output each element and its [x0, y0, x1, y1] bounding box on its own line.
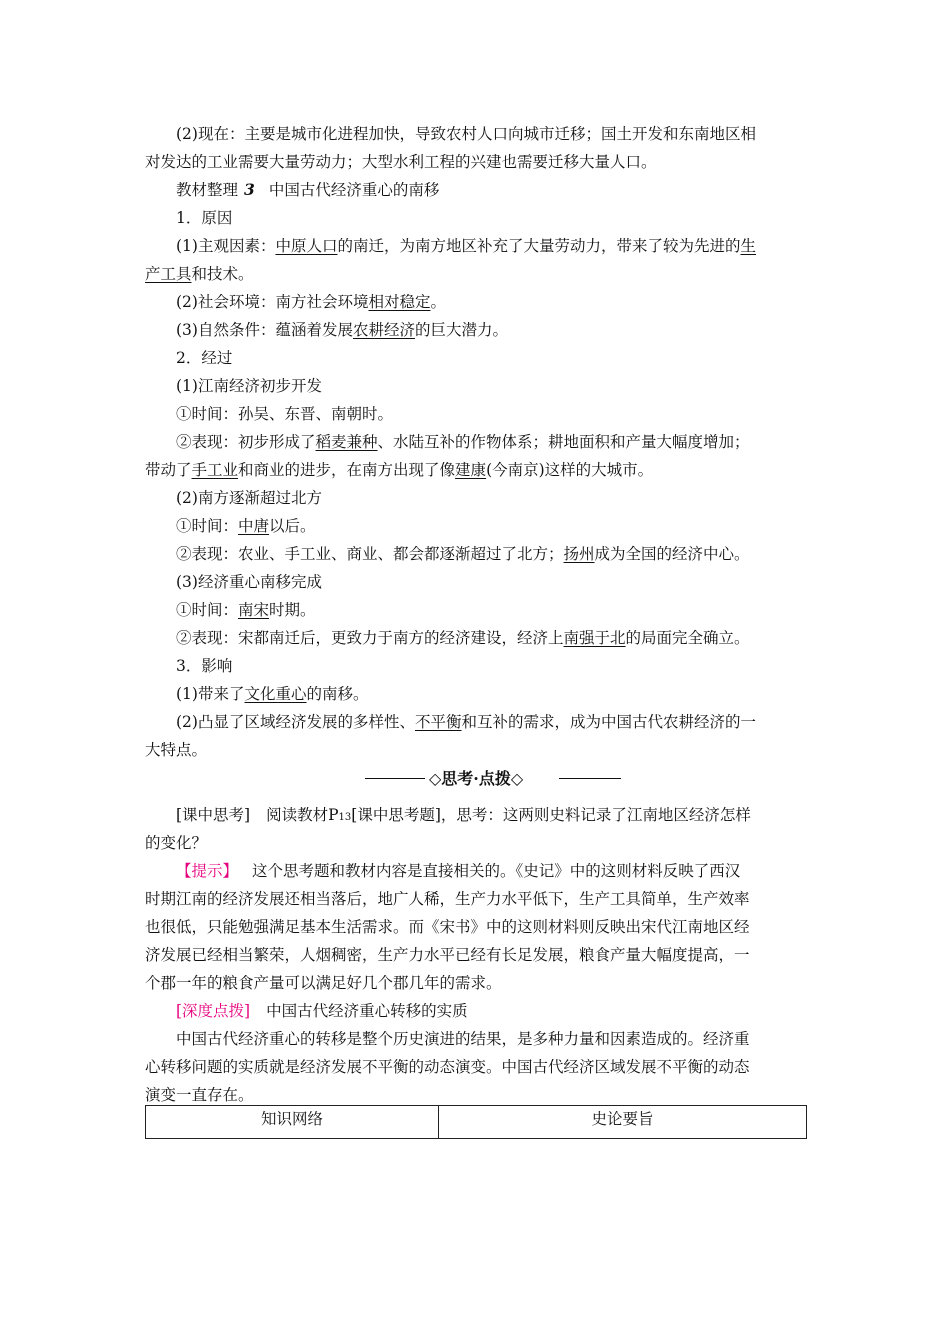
text: 以后。 [269, 517, 316, 535]
blank-answer: 农耕经济 [352, 321, 415, 339]
process-b-heading: (2)南方逐渐超过北方 [176, 489, 322, 507]
process-a-show2 [145, 460, 653, 480]
section-name: 中国古代经济重心的南移 [268, 181, 440, 199]
hint-line3: 也很低，只能勉强满足基本生活需求。而《宋书》中的这则材料则反映出宋代江南地区经 [145, 918, 750, 936]
header-text: ◇思考·点拨◇ [429, 769, 524, 788]
cause-line1 [176, 236, 756, 256]
cause-line4 [176, 320, 508, 340]
text: 的局面完全确立。 [625, 629, 750, 647]
knowledge-table [145, 1105, 807, 1139]
blank-answer: 稻麦兼种 [315, 433, 378, 451]
hint-label: 【提示】 [176, 862, 239, 880]
blank-answer: 产工具 [145, 265, 192, 283]
cause-heading: 1．原因 [176, 209, 233, 227]
cause-line3 [176, 292, 446, 312]
text: 时期。 [269, 601, 316, 619]
text: (1)主观因素： [176, 237, 276, 255]
think-section-header [365, 768, 621, 790]
process-c-time [176, 600, 316, 620]
impact-line2 [176, 712, 756, 732]
text: (2)凸显了区域经济发展的多样性、 [176, 713, 415, 731]
text: ②表现：宋都南迁后，更致力于南方的经济建设，经济上 [176, 629, 564, 647]
text: ①时间： [176, 601, 239, 619]
blank-answer: 中唐 [238, 517, 270, 535]
process-a-heading: (1)江南经济初步开发 [176, 377, 322, 395]
deep-line2: 心转移问题的实质就是经济发展不平衡的动态演变。中国古代经济区域发展不平衡的动态 [145, 1058, 750, 1076]
text: [课中思考题]，思考：这两则史料记录了江南地区经济怎样 [351, 806, 751, 824]
impact-line1 [176, 684, 369, 704]
text: ②表现：初步形成了 [176, 433, 316, 451]
process-c-show [176, 628, 750, 648]
text: (今南京)这样的大城市。 [486, 461, 654, 479]
header-rule-left [365, 778, 425, 779]
text: ②表现：农业、手工业、商业、都会都逐渐超过了北方； [176, 545, 564, 563]
table-row [146, 1106, 807, 1139]
process-a-time: ①时间：孙吴、东晋、南朝时。 [176, 405, 394, 423]
blank-answer: 南强于北 [563, 629, 626, 647]
think-question-line2: 的变化？ [145, 834, 208, 852]
text: ①时间： [176, 517, 239, 535]
hint-line5: 个郡一年的粮食产量可以满足好几个郡几年的需求。 [145, 974, 502, 992]
hint-line4: 济发展已经相当繁荣，人烟稠密，生产力水平已经有长足发展，粮食产量大幅度提高，一 [145, 946, 750, 964]
deep-title: 中国古代经济重心转移的实质 [266, 1002, 468, 1020]
think-question-line1 [176, 805, 751, 828]
text: 带动了 [145, 461, 192, 479]
deep-line3: 演变一直存在。 [145, 1086, 254, 1104]
section-title [176, 180, 439, 200]
text: 和技术。 [191, 265, 254, 283]
blank-answer: 手工业 [191, 461, 239, 479]
text: (2)社会环境：南方社会环境 [176, 293, 369, 311]
text: 、水陆互补的作物体系；耕地面积和产量大幅度增加； [377, 433, 750, 451]
text: 这个思考题和教材内容是直接相关的。《史记》中的这则材料反映了西汉 [252, 862, 741, 880]
para-now-line2: 对发达的工业需要大量劳动力；大型水利工程的兴建也需要迁移大量人口。 [145, 153, 657, 171]
text: 和商业的进步，在南方出现了像 [238, 461, 456, 479]
section-number: 3 [244, 180, 255, 199]
para-now-line1: (2)现在：主要是城市化进程加快，导致农村人口向城市迁移；国土开发和东南地区相 [176, 125, 756, 143]
impact-line3: 大特点。 [145, 741, 208, 759]
page-subscript: 13 [338, 812, 352, 823]
impact-heading: 3．影响 [176, 657, 233, 675]
text: (1)带来了 [176, 685, 245, 703]
blank-answer: 生 [740, 237, 757, 255]
blank-answer: 文化重心 [244, 685, 307, 703]
think-label: [课中思考] [176, 806, 251, 824]
table-header-theory: 史论要旨 [439, 1106, 807, 1139]
blank-answer: 扬州 [563, 545, 595, 563]
section-prefix: 教材整理 [176, 181, 239, 199]
text: 。 [430, 293, 446, 311]
blank-answer: 相对稳定 [368, 293, 431, 311]
hint-line1 [176, 861, 740, 881]
text: 的南迁，为南方地区补充了大量劳动力，带来了较为先进的 [337, 237, 741, 255]
process-a-show1 [176, 432, 750, 452]
text: 的巨大潜力。 [414, 321, 508, 339]
process-heading: 2．经过 [176, 349, 233, 367]
text: (3)自然条件：蕴涵着发展 [176, 321, 353, 339]
blank-answer: 建康 [455, 461, 487, 479]
header-rule-right [559, 778, 621, 779]
cause-line2 [145, 264, 254, 284]
blank-answer: 中原人口 [275, 237, 338, 255]
text: 和互补的需求，成为中国古代农耕经济的一 [461, 713, 756, 731]
deep-label: [深度点拨] [176, 1002, 251, 1020]
process-b-show [176, 544, 750, 564]
text: 的南移。 [306, 685, 369, 703]
process-c-heading: (3)经济重心南移完成 [176, 573, 322, 591]
deep-title-line [176, 1001, 468, 1021]
table-header-knowledge: 知识网络 [146, 1106, 439, 1139]
hint-line2: 时期江南的经济发展还相当落后，地广人稀，生产力水平低下，生产工具简单，生产效率 [145, 890, 750, 908]
blank-answer: 南宋 [238, 601, 270, 619]
deep-line1: 中国古代经济重心的转移是整个历史演进的结果，是多种力量和因素造成的。经济重 [176, 1030, 750, 1048]
blank-answer: 不平衡 [414, 713, 462, 731]
text: 阅读教材P [266, 806, 339, 824]
text: 成为全国的经济中心。 [594, 545, 750, 563]
process-b-time [176, 516, 316, 536]
